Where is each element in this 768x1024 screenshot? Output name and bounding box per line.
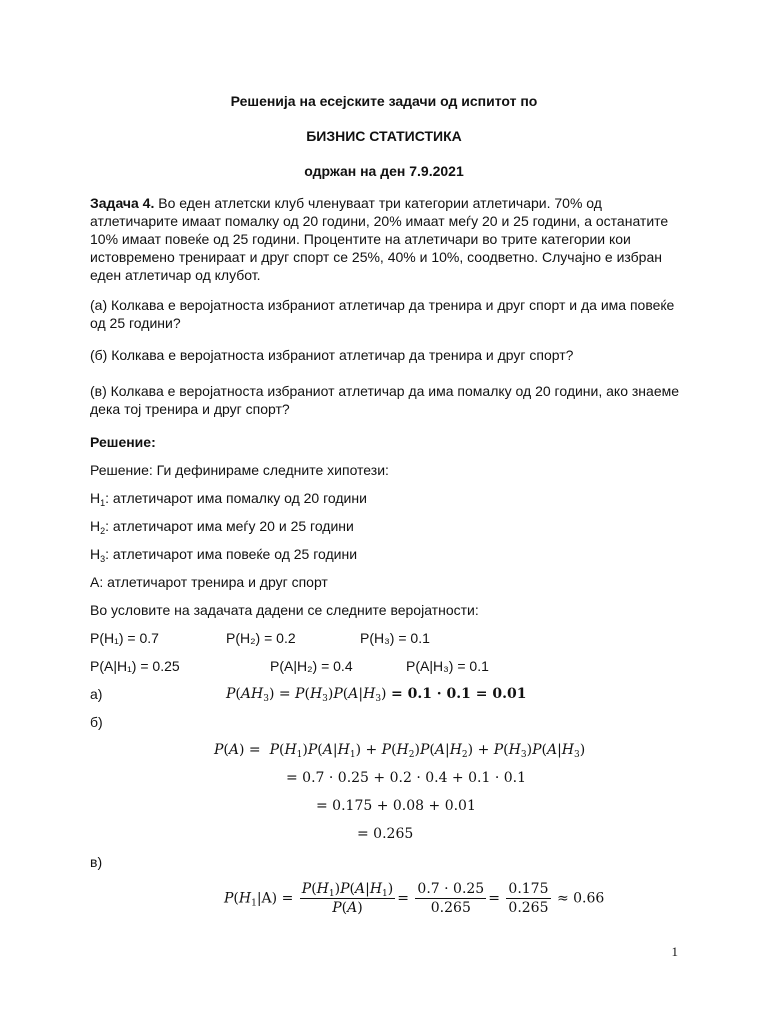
problem-label: Задача 4. [90, 195, 155, 211]
formula-b-line-3: = 0.175 + 0.08 + 0.01 [316, 798, 476, 814]
question-b: (б) Колкава е веројатноста избраниот атлетичар да тренира и друг спорт? [90, 347, 574, 363]
header-line-1: Решенија на есејските задачи од испитот по [230, 93, 538, 109]
formula-c: $P(H_1|A)$ = $\frac{P(H_1)P(A|H_1)}{P(A)}$ = $\frac{0.7 \cdot 0.25}{0.265}$ = $\frac{0.175}{0.265}$ ≈ 0.66 [224, 881, 605, 916]
question-c: (в) Колкава е веројатноста избраниот атлетичар да има помалку од 20 години, ако знаеме дека тој тренира и друг спорт? [90, 383, 680, 417]
solution-heading: Решение: [90, 434, 156, 450]
prob-h1: P(H₁) = 0.7 [90, 630, 159, 646]
hypothesis-h1: $H_1$: атлетичарот има помалку од 20 години [90, 490, 367, 508]
hypothesis-h2: $H_2$: атлетичарот има меѓу 20 и 25 години [90, 518, 354, 536]
formula-c-result: ≈ 0.66 [556, 890, 605, 907]
formula-b-line-1: $P(A) = P(H_1)P(A|H_1) + P(H_2)P(A|H_2) + P(H_3)P(A|H_3)$ [214, 742, 586, 760]
formula-b-line-2: = 0.7 · 0.25 + 0.2 · 0.4 + 0.1 · 0.1 [286, 770, 526, 786]
formula-b-line-4: = 0.265 [357, 826, 414, 842]
formula-c-fraction-1: $\frac{P(H_1)P(A|H_1)}{P(A)}$ [301, 881, 394, 916]
page-number: 1 [671, 944, 678, 959]
formula-a: $P(AH_3) = P(H_3)P(A|H_3) = 0.1 \cdot 0.1 = 0.01$ [226, 686, 527, 704]
hypothesis-h3: $H_3$: атлетичарот има повеќе од 25 години [90, 546, 358, 564]
given-probabilities-intro: Во условите на задачата дадени се следните веројатности: [90, 602, 479, 618]
part-b-label: б) [90, 714, 103, 730]
question-a: (а) Колкава е веројатноста избраниот атлетичар да тренира и друг спорт и да има повеќе од 25 години? [90, 297, 675, 331]
problem-text: Во еден атлетски клуб членуваат три категории атлетичари. 70% од атлетичарите имаат помалку од 20 години, 20% имаат меѓу 20 и 25 години, а останатите 10% имаат повеќе од 25 години. Процентите на атлетичари во трите категории кои истовремено тренираат и друг спорт се 25%, 40% и 10%, соодветно. Случајно е избран еден атлетичар од клубот. [90, 195, 669, 283]
header-course-title: БИЗНИС СТАТИСТИКА [306, 128, 462, 144]
problem-statement [90, 194, 680, 284]
prob-a-given-h2: P(A|H₂) = 0.4 [270, 658, 353, 674]
prob-a-given-h1: P(A|H₁) = 0.25 [90, 658, 180, 674]
formula-a-result: = 0.1 · 0.1 = 0.01 [390, 686, 527, 702]
prob-h2: P(H₂) = 0.2 [226, 630, 296, 646]
part-c-label: в) [90, 854, 103, 870]
prob-a-given-h3: P(A|H₃) = 0.1 [406, 658, 489, 674]
solution-intro: Решение: Ги дефинираме следните хипотези: [90, 462, 389, 478]
part-a-label: а) [90, 686, 103, 702]
formula-c-fraction-2: $\frac{0.7 \cdot 0.25}{0.265}$ [417, 881, 485, 916]
header-exam-date: одржан на ден 7.9.2021 [304, 163, 464, 179]
formula-c-fraction-3: $\frac{0.175}{0.265}$ [508, 881, 549, 916]
prob-h3: P(H₃) = 0.1 [360, 630, 430, 646]
event-a-definition: A: атлетичарот тренира и друг спорт [90, 574, 328, 590]
